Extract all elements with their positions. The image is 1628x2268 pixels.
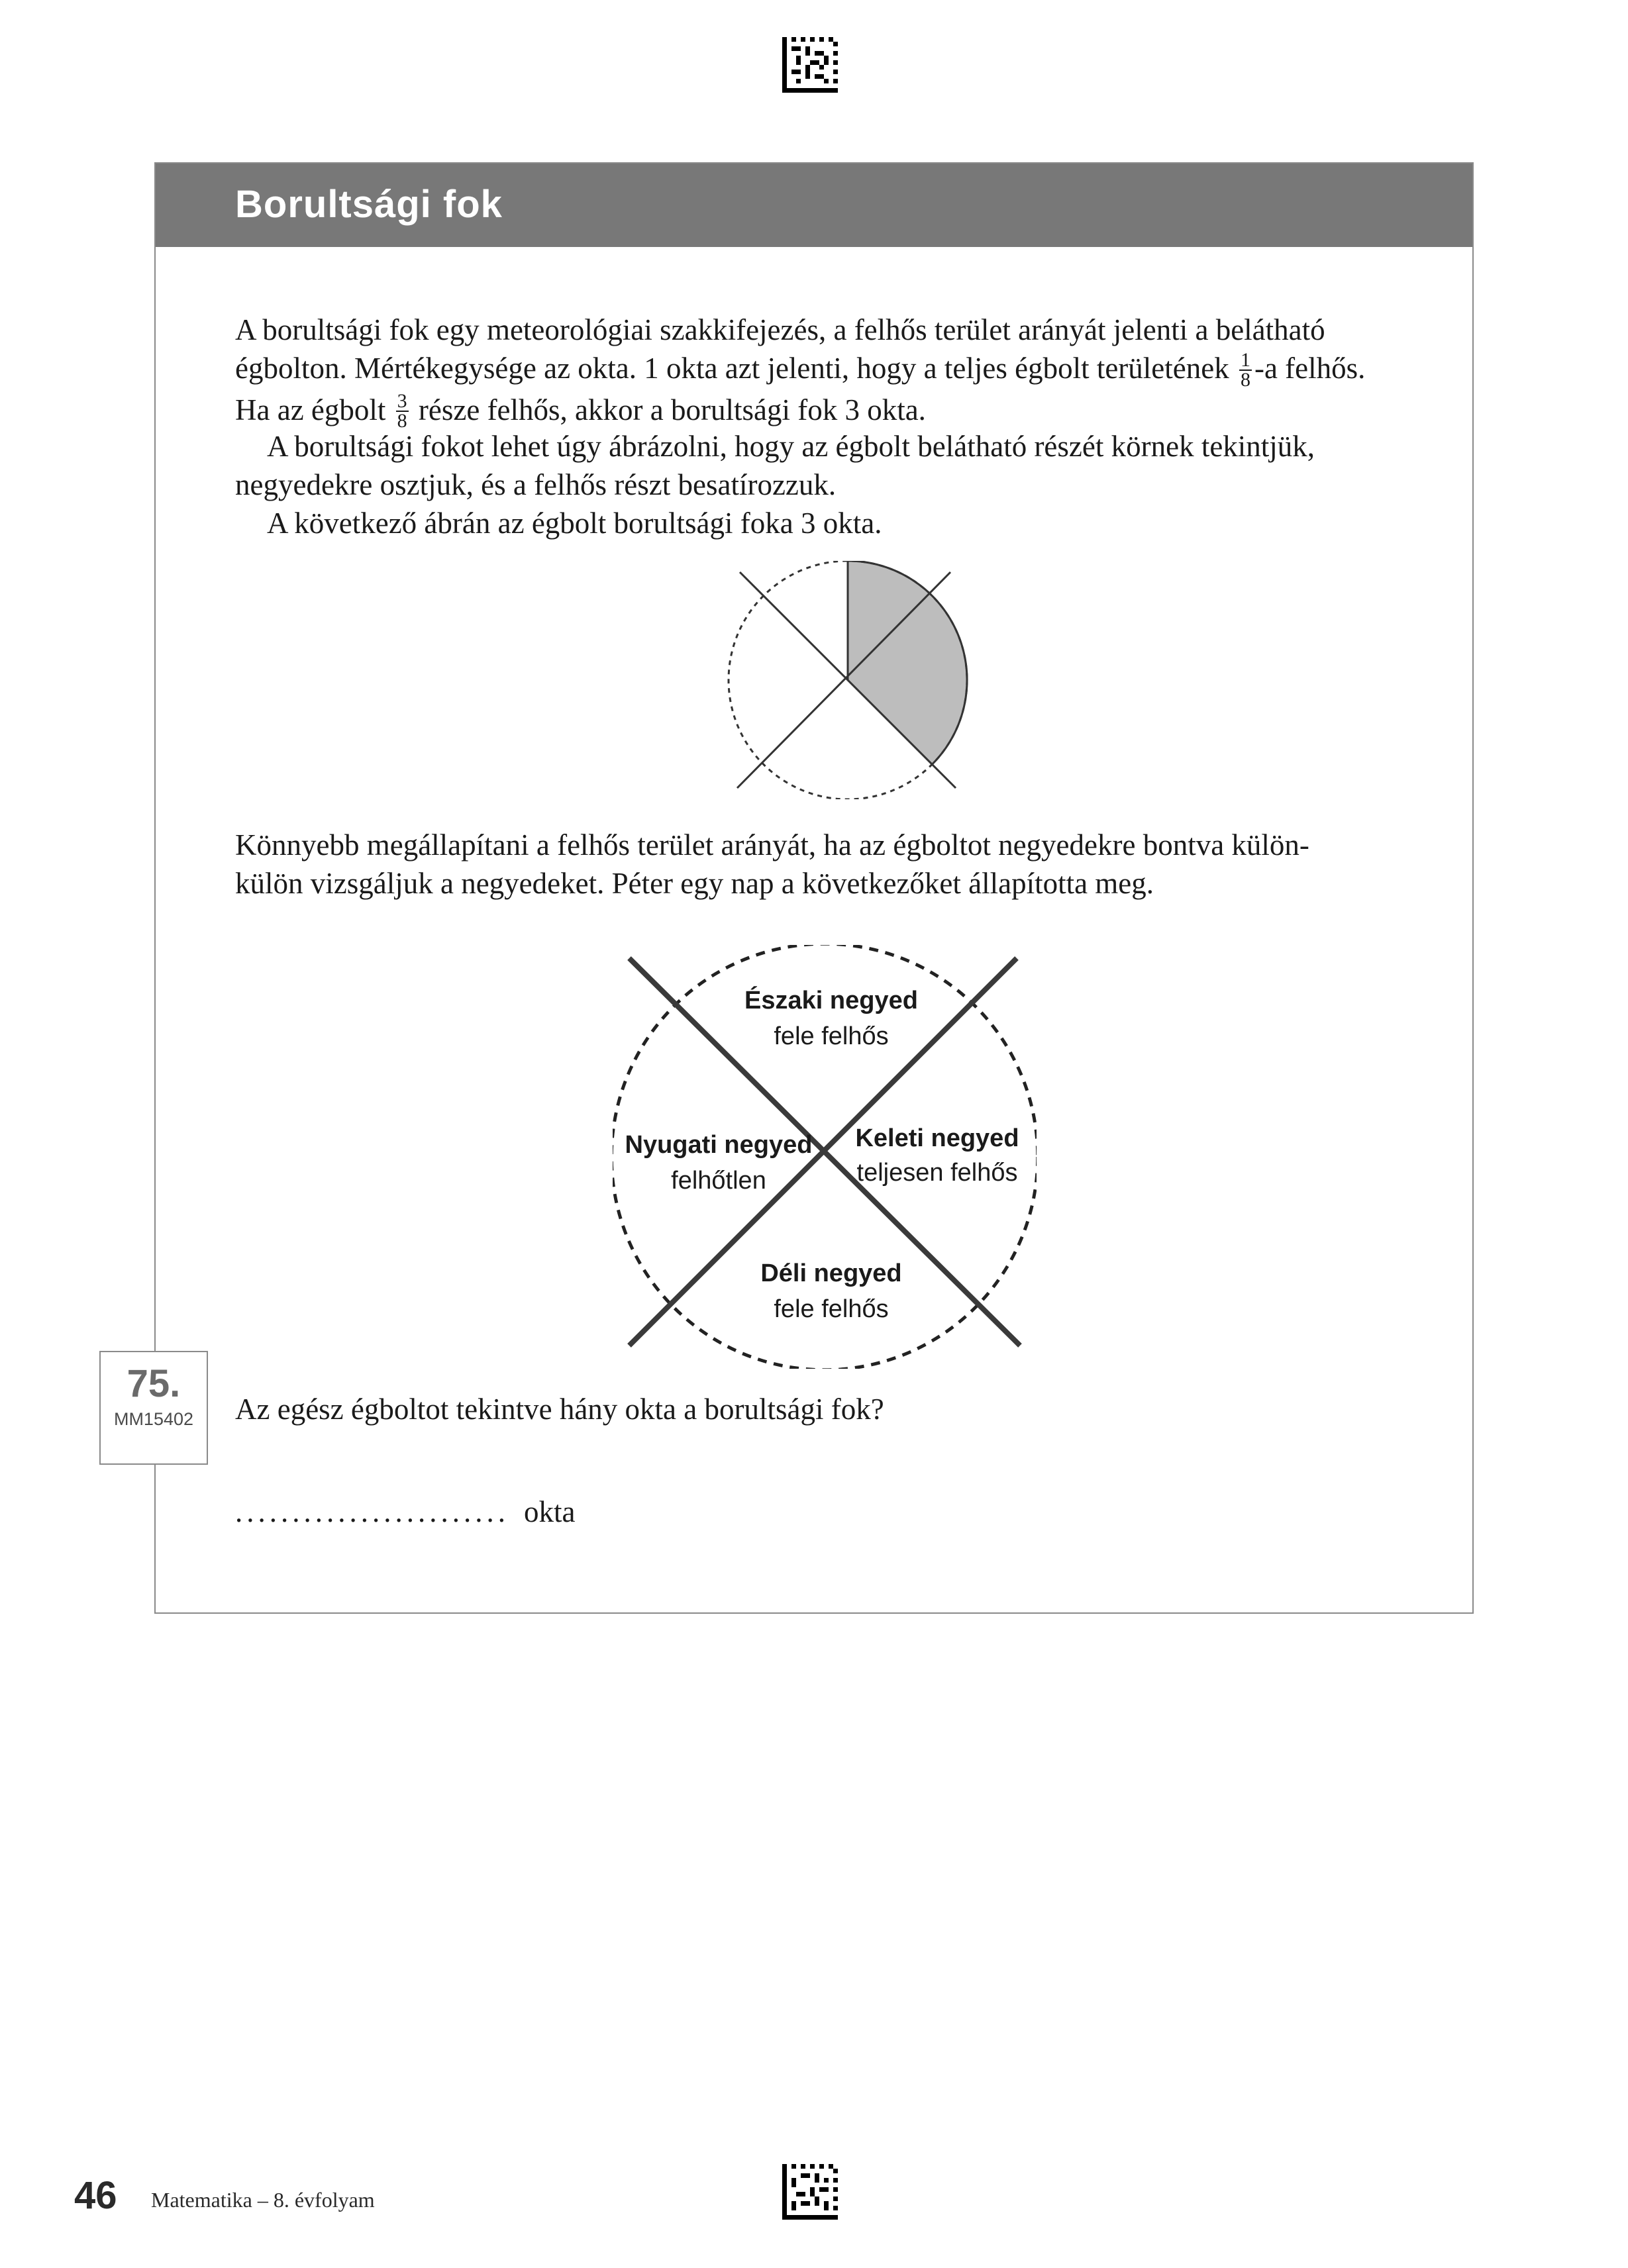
method-paragraph: [235, 427, 1474, 504]
footer-subject: Matematika – 8. évfolyam: [151, 2188, 375, 2212]
east-quadrant-status: teljesen felhős: [856, 1159, 1018, 1187]
page-number: 46: [74, 2174, 117, 2217]
intro-line-3: [235, 391, 1474, 432]
answer-unit: okta: [524, 1495, 576, 1528]
datamatrix-code-bottom: [782, 2164, 838, 2220]
example-paragraph: A következő ábrán az égbolt borultsági foka 3 okta.: [267, 507, 882, 540]
west-quadrant-status: felhőtlen: [671, 1167, 766, 1195]
intro-paragraph: [235, 311, 1474, 432]
intro-line-2: [235, 349, 1474, 391]
east-quadrant-name: Keleti negyed: [855, 1124, 1019, 1152]
north-quadrant-status: fele felhős: [774, 1022, 889, 1050]
middle-line-2: külön vizsgáljuk a negyedeket. Péter egy nap a következőket állapította meg.: [235, 867, 1154, 900]
south-quadrant-name: Déli negyed: [760, 1259, 902, 1287]
west-quadrant-name: Nyugati negyed: [625, 1131, 813, 1159]
north-quadrant-name: Északi negyed: [744, 987, 918, 1014]
answer-row: [235, 1495, 575, 1529]
task-frame: [154, 162, 1474, 1614]
answer-blank[interactable]: ........................: [235, 1495, 509, 1528]
question-text: Az egész égboltot tekintve hány okta a borultsági fok?: [235, 1393, 884, 1426]
task-number-box: [99, 1351, 208, 1465]
okta-example-diagram: [725, 561, 970, 799]
middle-paragraph: [235, 826, 1474, 903]
title-bar: [156, 164, 1472, 247]
fraction-three-eighths: [396, 392, 409, 430]
intro-line-1: A borultsági fok egy meteorológiai szakkifejezés, a felhős terület arányát jelenti a belátható: [235, 313, 1325, 346]
task-number: 75.: [127, 1362, 181, 1405]
fraction-numerator: 1: [1240, 348, 1250, 371]
quadrant-diagram: [613, 945, 1037, 1369]
fraction-denominator: 8: [1240, 368, 1250, 391]
middle-line-1: Könnyebb megállapítani a felhős terület arányát, ha az égboltot negyedekre bontva külön-: [235, 828, 1309, 862]
intro-line-2-text: égbolton. Mértékegysége az okta. 1 okta azt jelenti, hogy a teljes égbolt területének: [235, 352, 1237, 385]
fraction-one-eighth: [1239, 348, 1252, 391]
page-title: Borultsági fok: [235, 183, 503, 226]
south-quadrant-status: fele felhős: [774, 1295, 889, 1323]
method-line-2: negyedekre osztjuk, és a felhős részt besatírozzuk.: [235, 468, 837, 501]
intro-line-2-tail: -a felhős.: [1254, 352, 1366, 385]
shaded-cloud-sector: [848, 561, 967, 764]
intro-line-3-text: Ha az égbolt: [235, 393, 393, 426]
method-line-1: A borultsági fokot lehet úgy ábrázolni, hogy az égbolt belátható részét körnek tekintjük,: [267, 430, 1315, 463]
fraction-numerator: 3: [397, 390, 407, 413]
task-code: MM15402: [113, 1409, 194, 1429]
datamatrix-code-top: [782, 37, 838, 93]
intro-line-3-tail: része felhős, akkor a borultsági fok 3 okta.: [411, 393, 926, 426]
fraction-denominator: 8: [397, 410, 407, 432]
